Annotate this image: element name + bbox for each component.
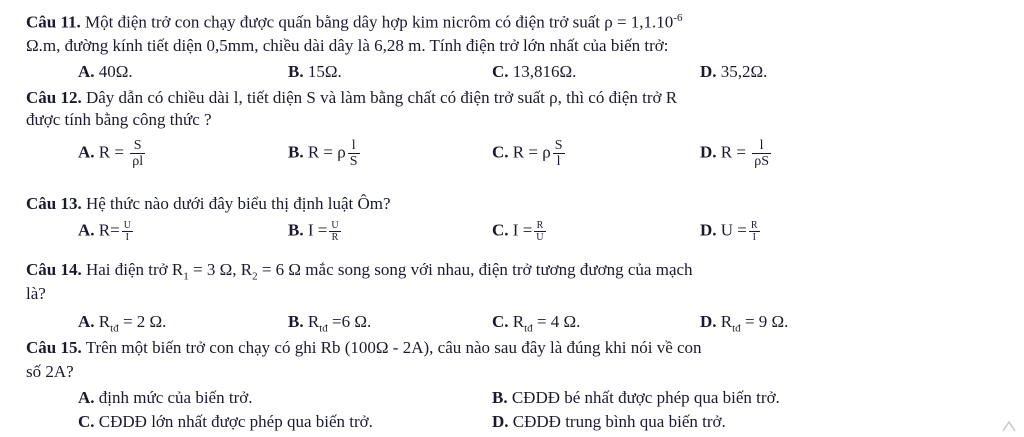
denominator: U <box>536 232 544 243</box>
fraction <box>553 138 565 169</box>
subscript: 1 <box>183 270 189 283</box>
subscript: tđ <box>732 322 741 335</box>
numerator: R <box>750 220 758 231</box>
option-letter: A. <box>78 142 95 162</box>
option-letter: C. <box>492 312 509 331</box>
fraction <box>122 220 133 243</box>
fraction <box>348 138 360 169</box>
option-d[interactable] <box>700 312 788 338</box>
option-text: CĐDĐ bé nhất được phép qua biến trở. <box>511 388 780 407</box>
question-14 <box>26 260 693 286</box>
option-letter: D. <box>492 412 509 431</box>
question-text: = 6 Ω mắc song song với nhau, điện trở tương đương của mạch <box>257 260 693 279</box>
question-label: Câu 12. <box>26 88 82 107</box>
numerator: R <box>536 220 544 231</box>
option-text: định mức của biến trở. <box>98 388 253 407</box>
option-c[interactable] <box>492 138 567 169</box>
numerator: l <box>351 138 356 153</box>
exponent: -6 <box>673 12 683 24</box>
formula-lhs: R = <box>512 142 538 162</box>
option-text: CĐDĐ trung bình qua biến trở. <box>512 412 726 431</box>
formula-coef: ρ <box>337 142 346 162</box>
option-b[interactable] <box>288 62 342 82</box>
option-letter: A. <box>78 388 95 407</box>
option-a[interactable] <box>78 220 135 243</box>
question-11 <box>26 8 682 33</box>
subscript: 2 <box>252 270 258 283</box>
option-letter: A. <box>78 312 95 331</box>
question-text: Trên một biến trở con chạy có ghi Rb (100Ω - 2A), câu nào sau đây là đúng khi nói về con <box>85 338 702 357</box>
option-a[interactable] <box>78 62 133 82</box>
question-text: Hệ thức nào dưới đây biểu thị định luật Ôm? <box>85 194 391 213</box>
option-b[interactable] <box>288 312 371 338</box>
question-13 <box>26 194 391 214</box>
resistance-symbol: R <box>98 312 111 331</box>
option-letter: C. <box>78 412 95 431</box>
option-text: 35,2Ω. <box>720 62 768 81</box>
option-a[interactable] <box>78 138 147 169</box>
option-letter: C. <box>492 142 509 162</box>
option-letter: C. <box>492 62 509 81</box>
option-b[interactable] <box>288 220 343 243</box>
option-text: = 2 Ω. <box>118 312 167 331</box>
numerator: S <box>554 138 563 153</box>
option-letter: D. <box>700 62 717 81</box>
denominator: S <box>349 154 358 169</box>
subscript: tđ <box>524 322 533 335</box>
option-text: = 9 Ω. <box>740 312 789 331</box>
option-a[interactable] <box>78 388 252 408</box>
option-letter: B. <box>288 142 304 162</box>
option-c[interactable] <box>78 412 373 432</box>
option-letter: A. <box>78 62 95 81</box>
question-label: Câu 11. <box>26 12 81 32</box>
option-c[interactable] <box>492 312 580 338</box>
caret-up-icon <box>1000 419 1018 433</box>
option-letter: D. <box>700 220 717 240</box>
numerator: l <box>759 138 764 153</box>
option-text: 40Ω. <box>98 62 133 81</box>
question-label: Câu 14. <box>26 260 82 279</box>
denominator: I <box>749 231 760 243</box>
formula-lhs: U = <box>720 220 747 240</box>
formula-lhs: R = <box>720 142 746 162</box>
numerator: S <box>133 138 142 153</box>
option-text: CĐDĐ lớn nhất được phép qua biến trở. <box>98 412 373 431</box>
numerator: U <box>331 220 339 231</box>
option-letter: C. <box>492 220 509 240</box>
option-text: = 4 Ω. <box>532 312 581 331</box>
option-letter: B. <box>288 62 304 81</box>
option-letter: B. <box>492 388 508 407</box>
option-d[interactable] <box>700 62 767 82</box>
option-letter: B. <box>288 220 304 240</box>
fraction <box>130 138 145 169</box>
denominator: I <box>122 231 133 243</box>
formula-lhs: R= <box>98 220 120 240</box>
resistance-symbol: R <box>512 312 525 331</box>
question-12-cont <box>26 110 212 130</box>
formula-lhs: R = <box>307 142 334 162</box>
option-letter: D. <box>700 312 717 331</box>
question-11-cont <box>26 36 668 56</box>
formula-lhs: I = <box>512 220 533 240</box>
question-15 <box>26 338 702 358</box>
question-label: Câu 15. <box>26 338 82 357</box>
question-text: Một điện trở con chạy được quấn bằng dây hợp kim nicrôm có điện trở suất ρ = 1,1.10 <box>85 12 674 32</box>
formula-lhs: I = <box>307 220 328 240</box>
option-d[interactable] <box>700 220 762 243</box>
option-text: 15Ω. <box>307 62 342 81</box>
option-letter: A. <box>78 220 95 240</box>
numerator: U <box>123 220 131 231</box>
fraction <box>749 220 760 243</box>
formula-lhs: R = <box>98 142 124 162</box>
option-b[interactable] <box>492 388 780 408</box>
question-text: Dây dẫn có chiều dài l, tiết diện S và làm bằng chất có điện trở suất ρ, thì có điện trở R <box>85 88 678 107</box>
resistance-symbol: R <box>307 312 320 331</box>
fraction <box>534 220 545 243</box>
denominator: ρS <box>754 154 769 169</box>
denominator: ρl <box>132 154 144 169</box>
question-text: Ω.m, đường kính tiết diện 0,5mm, chiều dài dây là 6,28 m. Tính điện trở lớn nhất của biến trở: <box>26 36 669 55</box>
option-text: =6 Ω. <box>327 312 372 331</box>
option-a[interactable] <box>78 312 166 338</box>
option-text: 13,816Ω. <box>512 62 577 81</box>
option-c[interactable] <box>492 220 548 243</box>
question-text: là? <box>26 284 46 303</box>
option-letter: D. <box>700 142 717 162</box>
option-d[interactable] <box>700 138 773 169</box>
option-b[interactable] <box>288 138 362 169</box>
formula-coef: ρ <box>542 142 551 162</box>
question-text: được tính bằng công thức ? <box>26 110 212 129</box>
question-label: Câu 13. <box>26 194 82 213</box>
denominator: R <box>329 231 340 243</box>
fraction <box>329 220 340 243</box>
question-text: số 2A? <box>26 362 74 381</box>
resistance-symbol: R <box>720 312 733 331</box>
question-text: = 3 Ω, R <box>188 260 253 279</box>
question-12 <box>26 88 677 108</box>
denominator: l <box>553 153 565 169</box>
option-c[interactable] <box>492 62 576 82</box>
subscript: tđ <box>110 322 119 335</box>
fraction <box>752 138 771 169</box>
subscript: tđ <box>319 322 328 335</box>
option-d[interactable] <box>492 412 726 432</box>
option-letter: B. <box>288 312 304 331</box>
question-14-cont <box>26 284 46 304</box>
question-15-cont <box>26 362 74 382</box>
question-text: Hai điện trở R <box>85 260 184 279</box>
